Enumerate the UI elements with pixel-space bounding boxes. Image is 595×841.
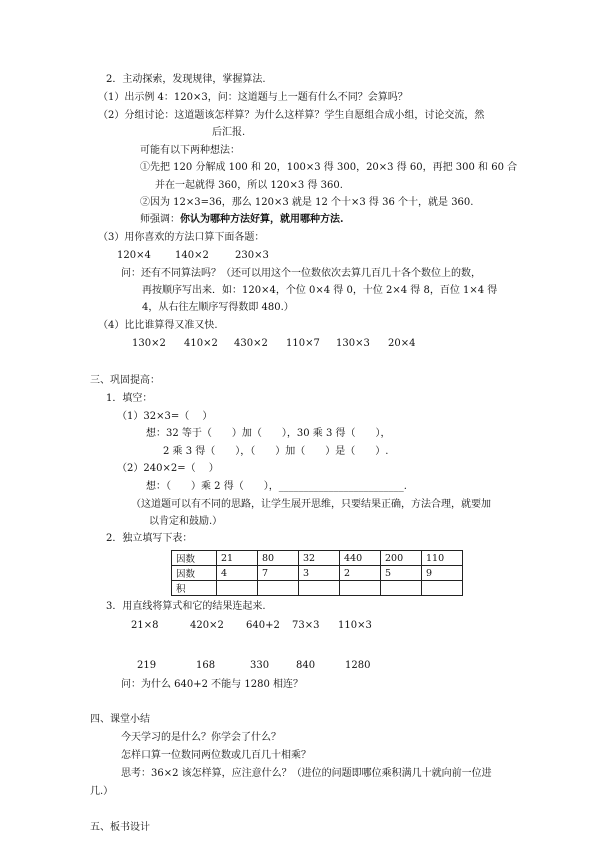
table-cell: 因数 bbox=[172, 566, 217, 581]
q4-item-1: 130×2 bbox=[132, 338, 166, 349]
expression-1: 21×8 bbox=[131, 620, 159, 631]
teacher-prefix: 师强调： bbox=[140, 214, 180, 225]
summary-line3: 思考：36×2 该怎样算，应注意什么？（进位的问题即哪位乘积满几十就向前一位进 bbox=[121, 768, 492, 779]
result-4: 840 bbox=[296, 660, 316, 671]
q3-ask-line3: 4，从右往左顺序写得数即 480.） bbox=[142, 302, 294, 313]
q3-item-2: 140×2 bbox=[175, 250, 209, 261]
table-cell: 5 bbox=[381, 566, 422, 581]
table-cell: 2 bbox=[340, 566, 381, 581]
table-cell: 因数 bbox=[172, 551, 217, 566]
table-row bbox=[172, 581, 463, 596]
q3-ask-line2: 再按顺序写出来．如：120×4，个位 0×4 得 0，十位 2×4 得 8，百位 1×4 得 bbox=[142, 285, 498, 296]
fill-1-think-line2: 2 乘 3 得（ ），（ ）加（ ）是（ ）. bbox=[163, 446, 389, 457]
teacher-emphasis: 你认为哪种方法好算，就用哪种方法. bbox=[180, 214, 344, 225]
expression-4: 73×3 bbox=[292, 620, 320, 631]
q4-item-3: 430×2 bbox=[234, 338, 268, 349]
fill-2: （2）240×2=（ ） bbox=[117, 463, 219, 474]
section3-title: 三、巩固提高： bbox=[90, 375, 160, 386]
fill-2-think: 想：（ ）乘 2 得（ ），_________________________. bbox=[146, 481, 407, 492]
q3-item-1: 120×4 bbox=[117, 250, 151, 261]
q3-ask-line1: 问：还有不同算法吗？（还可以用这个一位数依次去算几百几十各个数位上的数， bbox=[121, 268, 481, 279]
q4-item-6: 20×4 bbox=[388, 338, 416, 349]
q3-item-3: 230×3 bbox=[235, 250, 269, 261]
question-2-line2: 后汇报. bbox=[212, 127, 246, 138]
summary-line2: 怎样口算一位数同两位数或几百几十相乘？ bbox=[121, 750, 311, 761]
teacher-emphasis-line bbox=[140, 214, 343, 226]
table-cell: 4 bbox=[217, 566, 258, 581]
fill-1-think-line1: 想：32 等于（ ）加（ ），30 乘 3 得（ ）， bbox=[146, 428, 391, 439]
q4-item-2: 410×2 bbox=[184, 338, 218, 349]
method-1-line2: 并在一起就得 360，所以 120×3 得 360. bbox=[155, 180, 343, 191]
note-line2: 以肯定和鼓励.） bbox=[149, 516, 223, 527]
connect-question: 问：为什么 640+2 不能与 1280 相连？ bbox=[121, 679, 303, 690]
question-2-line1: （2）分组讨论：这道题该怎样算？为什么这样算？学生自愿组合成小组，讨论交流，然 bbox=[98, 110, 485, 121]
table-cell bbox=[340, 581, 381, 596]
table-cell bbox=[299, 581, 340, 596]
table-cell: 积 bbox=[172, 581, 217, 596]
result-3: 330 bbox=[250, 660, 270, 671]
expression-5: 110×3 bbox=[338, 620, 372, 631]
question-1: （1）出示例 4：120×3，问：这道题与上一题有什么不同？会算吗？ bbox=[98, 92, 408, 103]
table-cell bbox=[422, 581, 463, 596]
table-cell: 200 bbox=[381, 551, 422, 566]
table-cell bbox=[217, 581, 258, 596]
expression-3: 640+2 bbox=[246, 620, 280, 631]
method-1-line1: ①先把 120 分解成 100 和 20，100×3 得 300，20×3 得 60，再把 300 和 60 合 bbox=[140, 162, 518, 173]
table-cell: 80 bbox=[258, 551, 299, 566]
table-cell: 21 bbox=[217, 551, 258, 566]
table-cell bbox=[258, 581, 299, 596]
section2-title: 2．主动探索，发现规律，掌握算法. bbox=[106, 74, 266, 85]
table-cell bbox=[381, 581, 422, 596]
table-cell: 110 bbox=[422, 551, 463, 566]
note-line1: （这道题可以有不同的思路，让学生展开思维，只要结果正确，方法合理，就要加 bbox=[131, 499, 491, 510]
section4-title: 四、课堂小结 bbox=[90, 714, 150, 725]
table-cell: 3 bbox=[299, 566, 340, 581]
q4-item-5: 130×3 bbox=[336, 338, 370, 349]
result-5: 1280 bbox=[345, 660, 371, 671]
question-3: （3）用你喜欢的方法口算下面各题： bbox=[98, 232, 265, 243]
table-cell: 9 bbox=[422, 566, 463, 581]
expression-2: 420×2 bbox=[190, 620, 224, 631]
summary-line4: 几.） bbox=[90, 786, 114, 797]
table-row bbox=[172, 551, 463, 566]
factor-table bbox=[171, 550, 463, 596]
table-cell: 7 bbox=[258, 566, 299, 581]
table-cell: 440 bbox=[340, 551, 381, 566]
methods-intro: 可能有以下两种想法： bbox=[140, 145, 240, 156]
table-row bbox=[172, 566, 463, 581]
fill-1: （1）32×3=（ ） bbox=[117, 411, 213, 422]
connect-title: 3．用直线将算式和它的结果连起来. bbox=[106, 601, 266, 612]
summary-line1: 今天学习的是什么？你学会了什么？ bbox=[121, 732, 281, 743]
fill-title: 1．填空： bbox=[106, 393, 153, 404]
section5-title: 五、板书设计 bbox=[90, 822, 150, 833]
result-1: 219 bbox=[137, 660, 157, 671]
table-cell: 32 bbox=[299, 551, 340, 566]
result-2: 168 bbox=[196, 660, 216, 671]
question-4: （4）比比谁算得又准又快. bbox=[98, 320, 218, 331]
method-2: ②因为 12×3=36，那么 120×3 就是 12 个十×3 得 36 个十，就是 360. bbox=[140, 197, 474, 208]
q4-item-4: 110×7 bbox=[286, 338, 320, 349]
table-title: 2．独立填写下表： bbox=[106, 533, 193, 544]
